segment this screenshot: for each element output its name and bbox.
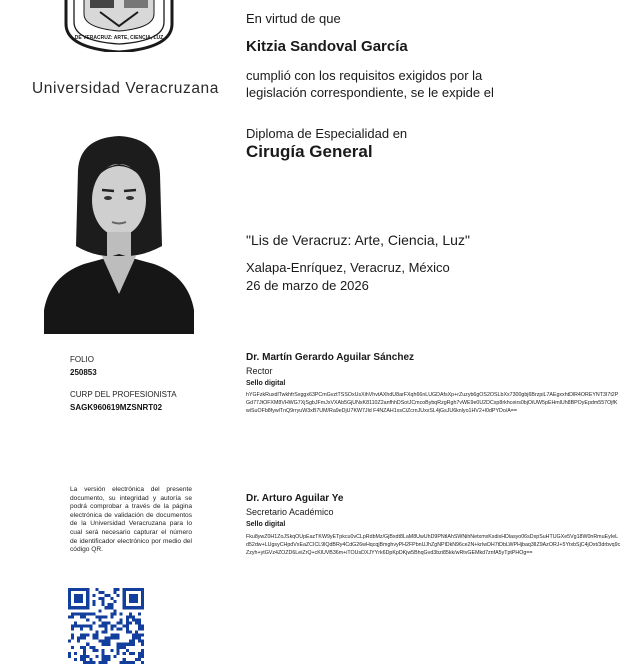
signer-2-name: Dr. Arturo Aguilar Ye xyxy=(246,493,344,504)
qr-finder-top-right xyxy=(123,588,144,609)
curp-label: CURP DEL PROFESIONISTA xyxy=(70,390,177,399)
university-seal xyxy=(60,0,178,52)
degree-title: Cirugía General xyxy=(246,142,373,161)
signer-1-role: Rector xyxy=(246,366,273,376)
signer-2-role: Secretario Académico xyxy=(246,507,334,517)
recipient-name: Kitzia Sandoval García xyxy=(246,38,408,55)
qr-code[interactable] xyxy=(68,588,144,664)
university-name: Universidad Veracruzana xyxy=(32,80,219,97)
signer-2-digital-seal: Fku8ywZ0H1ZoJSkqOUpEazTKW9yETpkcu0vCLpRdbMz/GjBxdt8LaM8UwUhD9PNtlAhSWNihNetxmxKsdixHDlasyo06sDxpSuHTUGXe5Vg18W0nRmuEyIeLd52dw+LUgsyCHpdVxEaZCICL9lQdBRy4CdG26wHqcqjBmghvyPH2FPbnUJhZgNPlDkN96ce2N+krIwDH7tDbLWPHjbaq3lIZ9AzORJ+5YtxbSjC4jOxt/3drbvq9cZzyh+ytGVz4ZOZD6LeiZrQ+cKlUVB36m+iTOUsDXJYYrk6DpKpDKjw5BhqGvd3bzi85kk/wRtvGEMkd7znfA5yTptPHOg== xyxy=(246,534,621,556)
intro-text: En virtud de que xyxy=(246,11,341,26)
statement-text: cumplió con los requisitos exigidos por la legislación correspondiente, se le expide el xyxy=(246,68,494,100)
qr-finder-top-left xyxy=(68,588,89,609)
svg-text:DE VERACRUZ: ARTE, CIENCIA, LU: DE VERACRUZ: ARTE, CIENCIA, LUZ xyxy=(74,35,164,41)
signer-1-name: Dr. Martín Gerardo Aguilar Sánchez xyxy=(246,352,415,363)
place: Xalapa-Enríquez, Veracruz, México xyxy=(246,260,450,275)
curp-value: SAGK960619MZSNRT02 xyxy=(70,403,163,412)
diploma-type: Diploma de Especialidad en xyxy=(246,126,408,141)
folio-value: 250853 xyxy=(70,368,97,377)
signer-1-seal-label: Sello digital xyxy=(246,380,286,387)
graduate-photo xyxy=(44,134,194,334)
validation-note: La versión electrónica del presente documento, su integridad y autoría se podrá comprobar a través de la página electrónica de validación de documentos de la Universidad Veracruzana para lo cual será necesario capturar el número de identificador electrónico por medio del código QR. xyxy=(70,486,192,554)
signer-2-seal-label: Sello digital xyxy=(246,521,286,528)
issue-date: 26 de marzo de 2026 xyxy=(246,278,369,293)
folio-label: FOLIO xyxy=(70,355,95,364)
motto: "Lis de Veracruz: Arte, Ciencia, Luz" xyxy=(246,232,470,248)
signer-1-digital-seal: hYGFzkRuxdlTwkhfrSxggx63PCmGvztTSSOxUsXihVhvtAXhdU8arFXqh66nLUGDAfsXp+rZuzyb6gOS2OSLbXx7300gbj6BrzpiL7AEgxxhtDlR4OREYNT3I7t2PGd77JtOFXM8VHWG7XjSgbJFmJxVXAb5GjUNxK8110Z2anfhhDSotJCmcoBybqRzgRgh7vWE9e0U2DCxp8rkhceirs0bjOiUW5pEHmlUh8BPOyEpdm557OjfKwiSuOFb8fywlTnQ9rryuW3xB7UM/Ra9eDjU7KW7Jld F4NZAH1xsCiZcrnJUxxSL4jGsJU6knlyo1HV2+l0dPYDo/A== xyxy=(246,392,619,414)
